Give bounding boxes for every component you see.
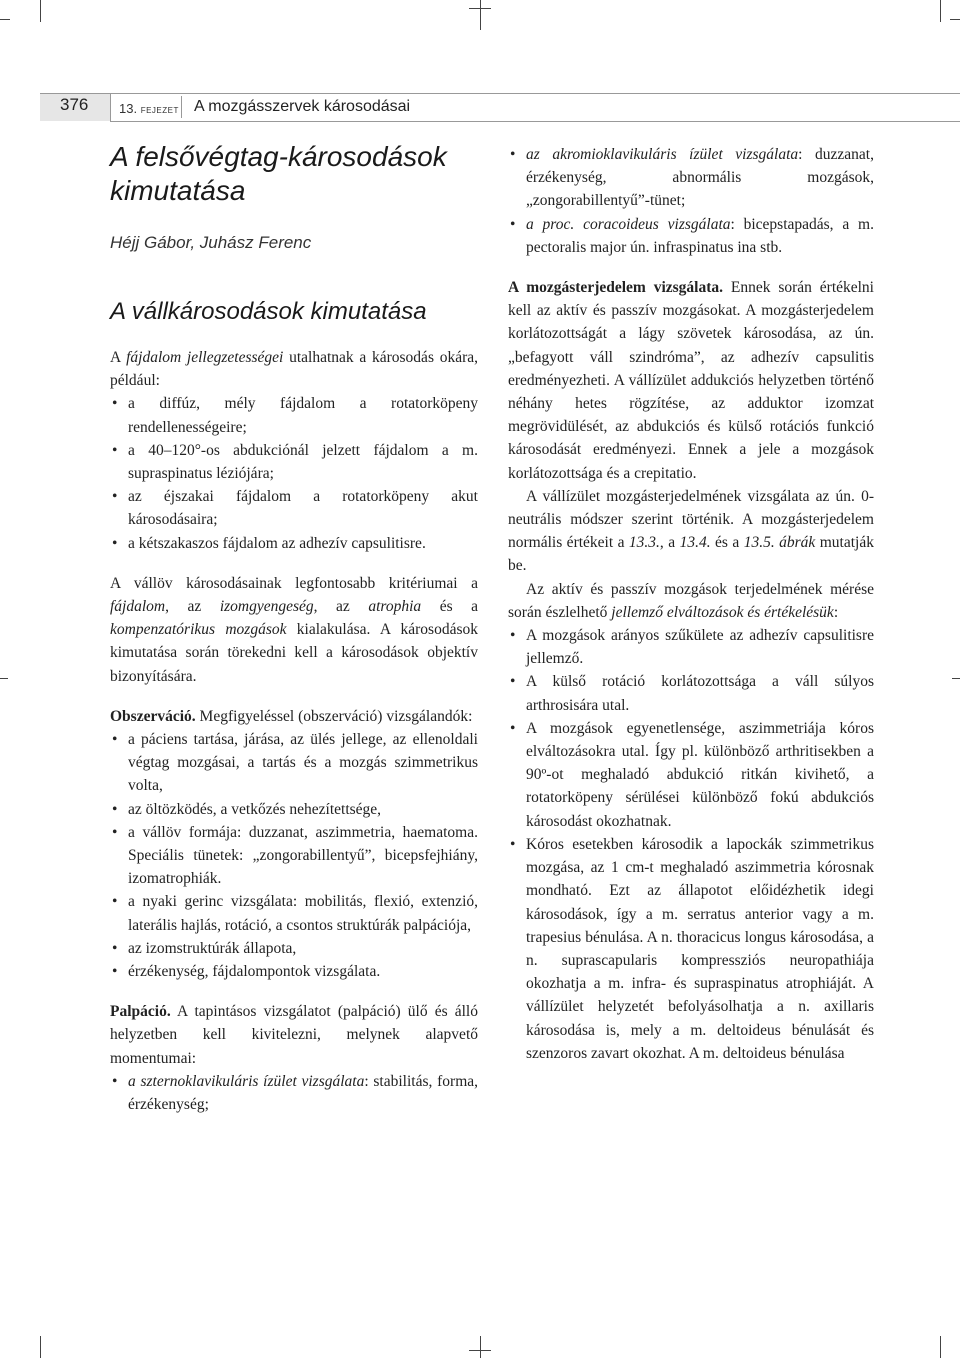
chapter-label [119,101,179,116]
registration-mark [469,8,491,9]
paragraph: Obszerváció. Megfigyeléssel (obszerváció) vizsgálandók: [110,707,473,725]
header-divider [181,96,182,118]
list-item: • a szternoklavikuláris ízület vizsgálata: stabilitás, forma, érzékenység; [110,1070,478,1116]
run-in-heading: Palpáció. [110,1003,171,1021]
palpation-list-continued [508,143,874,259]
list-item: • A mozgások egyenetlensége, aszimmetriája kóros elváltozásokra utal. Így pl. különböző arthritisekben a 90º-ot meghaladó abdukció ritkán kivihető, a rotatorköpeny sérülései különböző fokú abdukciós károsodást okozhatnak. [508,717,874,833]
run-in-heading: Obszerváció. [110,707,196,725]
registration-mark [469,1350,491,1351]
crop-mark [940,1336,941,1358]
paragraph: Az aktív és passzív mozgások terjedelmének mérése során észlelhető jellemző elváltozások és értékelésük: [508,580,874,621]
pain-list [110,392,478,554]
paragraph: A vállízület mozgásterjedelmének vizsgálata az ún. 0-neutrális módszer szerint történik. A mozgásterjedelem normális értékeit a 13.3., a 13.4. és a 13.5. ábrák mutatják be. [508,487,874,575]
list-item: • az öltözködés, a vetkőzés nehezítettsége, [110,798,478,821]
crop-mark [40,0,41,22]
crop-mark [40,1336,41,1358]
registration-mark [480,1336,481,1358]
paragraph: A vállöv károsodásainak legfontosabb kritériumai a fájdalom, az izomgyengeség, az atrophia és a kompenzatórikus mozgások kialakulása. A károsodások kimutatása során törekedni kell a károsodások objektív bizonyítására. [110,574,479,685]
list-item: • A mozgások arányos szűkülete az adhezív capsulitisre jellemző. [508,624,874,670]
palpation-list [110,1070,478,1116]
crop-mark [0,678,8,679]
list-item: • a diffúz, mély fájdalom a rotatorköpeny rendellenességeire; [110,392,478,438]
paragraph: A mozgásterjedelem vizsgálata. Ennek során értékelni kell az aktív és passzív mozgásokat. A mozgásterjedelem korlátozottságát a lágy szövetek károsodása, az ún. „befagyott váll szindróma”, az adhezív capsulitis eredményezheti. A vállízület addukciós helyzetben történő néhány hetes rögzítése, az adduktor izomzat megrövidülését, az abdukciós és külső rotációs funkció károsodását eredményezi. Ennek a jele a mozgások korlátozottsága és a crepitatio. [508,279,874,482]
left-column-body [110,346,478,1116]
list-item: • a kétszakaszos fájdalom az adhezív capsulitisre. [110,532,478,555]
header-rule [110,121,960,122]
chapter-word: FEJEZET [140,106,179,115]
article-title: A felsővégtag-károsodások kimutatása [110,141,447,206]
section-title: A vállkárosodások kimutatása [110,298,427,325]
paragraph: Palpáció. A tapintásos vizsgálatot (palpáció) ülő és álló helyzetben kell kivitelezni, melynek alapvető momentumai: [110,1003,478,1067]
run-in-heading: A mozgásterjedelem vizsgálata. [508,279,724,297]
list-item: • a nyaki gerinc vizsgálata: mobilitás, flexió, extenzió, laterális hajlás, rotáció, a csontos struktúrák palpációja, [110,890,478,936]
right-column-body [508,143,874,1065]
list-item: • az akromioklavikuláris ízület vizsgálata: duzzanat, érzékenység, abnormális mozgások, „zongorabillentyű”-tünet; [508,143,874,213]
list-item: • a vállöv formája: duzzanat, aszimmetria, haematoma. Speciális tünetek: „zongorabillentyű”, bicepsfejhiány, izomatrophiák. [110,821,478,891]
article-authors: Héjj Gábor, Juhász Ferenc [110,233,312,252]
crop-mark [0,19,10,20]
running-title: A mozgásszervek károsodásai [194,98,411,115]
list-item: • a 40–120°-os abdukciónál jelzett fájdalom a m. supraspinatus léziójára; [110,439,478,485]
crop-mark [940,0,941,22]
list-item: • a proc. coracoideus vizsgálata: bicepstapadás, a m. pectoralis major ún. infraspinatus ina stb. [508,213,874,259]
registration-mark [480,0,481,30]
list-item: • Kóros esetekben károsodik a lapockák szimmetrikus mozgása, az 1 cm-t meghaladó aszimmetria kórosnak mondható. Ezt az állapotot előidézhetik idegi károsodások, így a m. serratus anterior vagy a m. trapesius bénulása. A n. thoracicus longus károsodása, a n. suprascapularis kompressziós neuropathiája okozhatja a m. infra- és supraspinatus atrophiáját. A vállízület helyzetét befolyásolhatja a n. axillaris károsodása is, mely a m. deltoideus bénulását és szenzoros zavart okozhat. A m. deltoideus bénulása [508,833,874,1065]
list-item: • az éjszakai fájdalom a rotatorköpeny akut károsodásaira; [110,485,478,531]
crop-mark [950,19,960,20]
page-number: 376 [60,95,89,114]
list-item: • a páciens tartása, járása, az ülés jellege, az ellenoldali végtag mozgásai, a tartás és a mozgás szimmetrikus volta, [110,728,478,798]
header-rule [40,93,960,94]
header-divider [110,93,111,121]
findings-list [508,624,874,1065]
crop-mark [952,678,960,679]
list-item: • az izomstruktúrák állapota, [110,937,478,960]
chapter-number: 13. [119,101,138,116]
paragraph: A fájdalom jellegzetességei utalhatnak a károsodás okára, például: [110,349,478,390]
list-item: • érzékenység, fájdalompontok vizsgálata. [110,960,478,983]
list-item: • A külső rotáció korlátozottsága a váll súlyos arthrosisára utal. [508,670,874,716]
observation-list [110,728,478,983]
